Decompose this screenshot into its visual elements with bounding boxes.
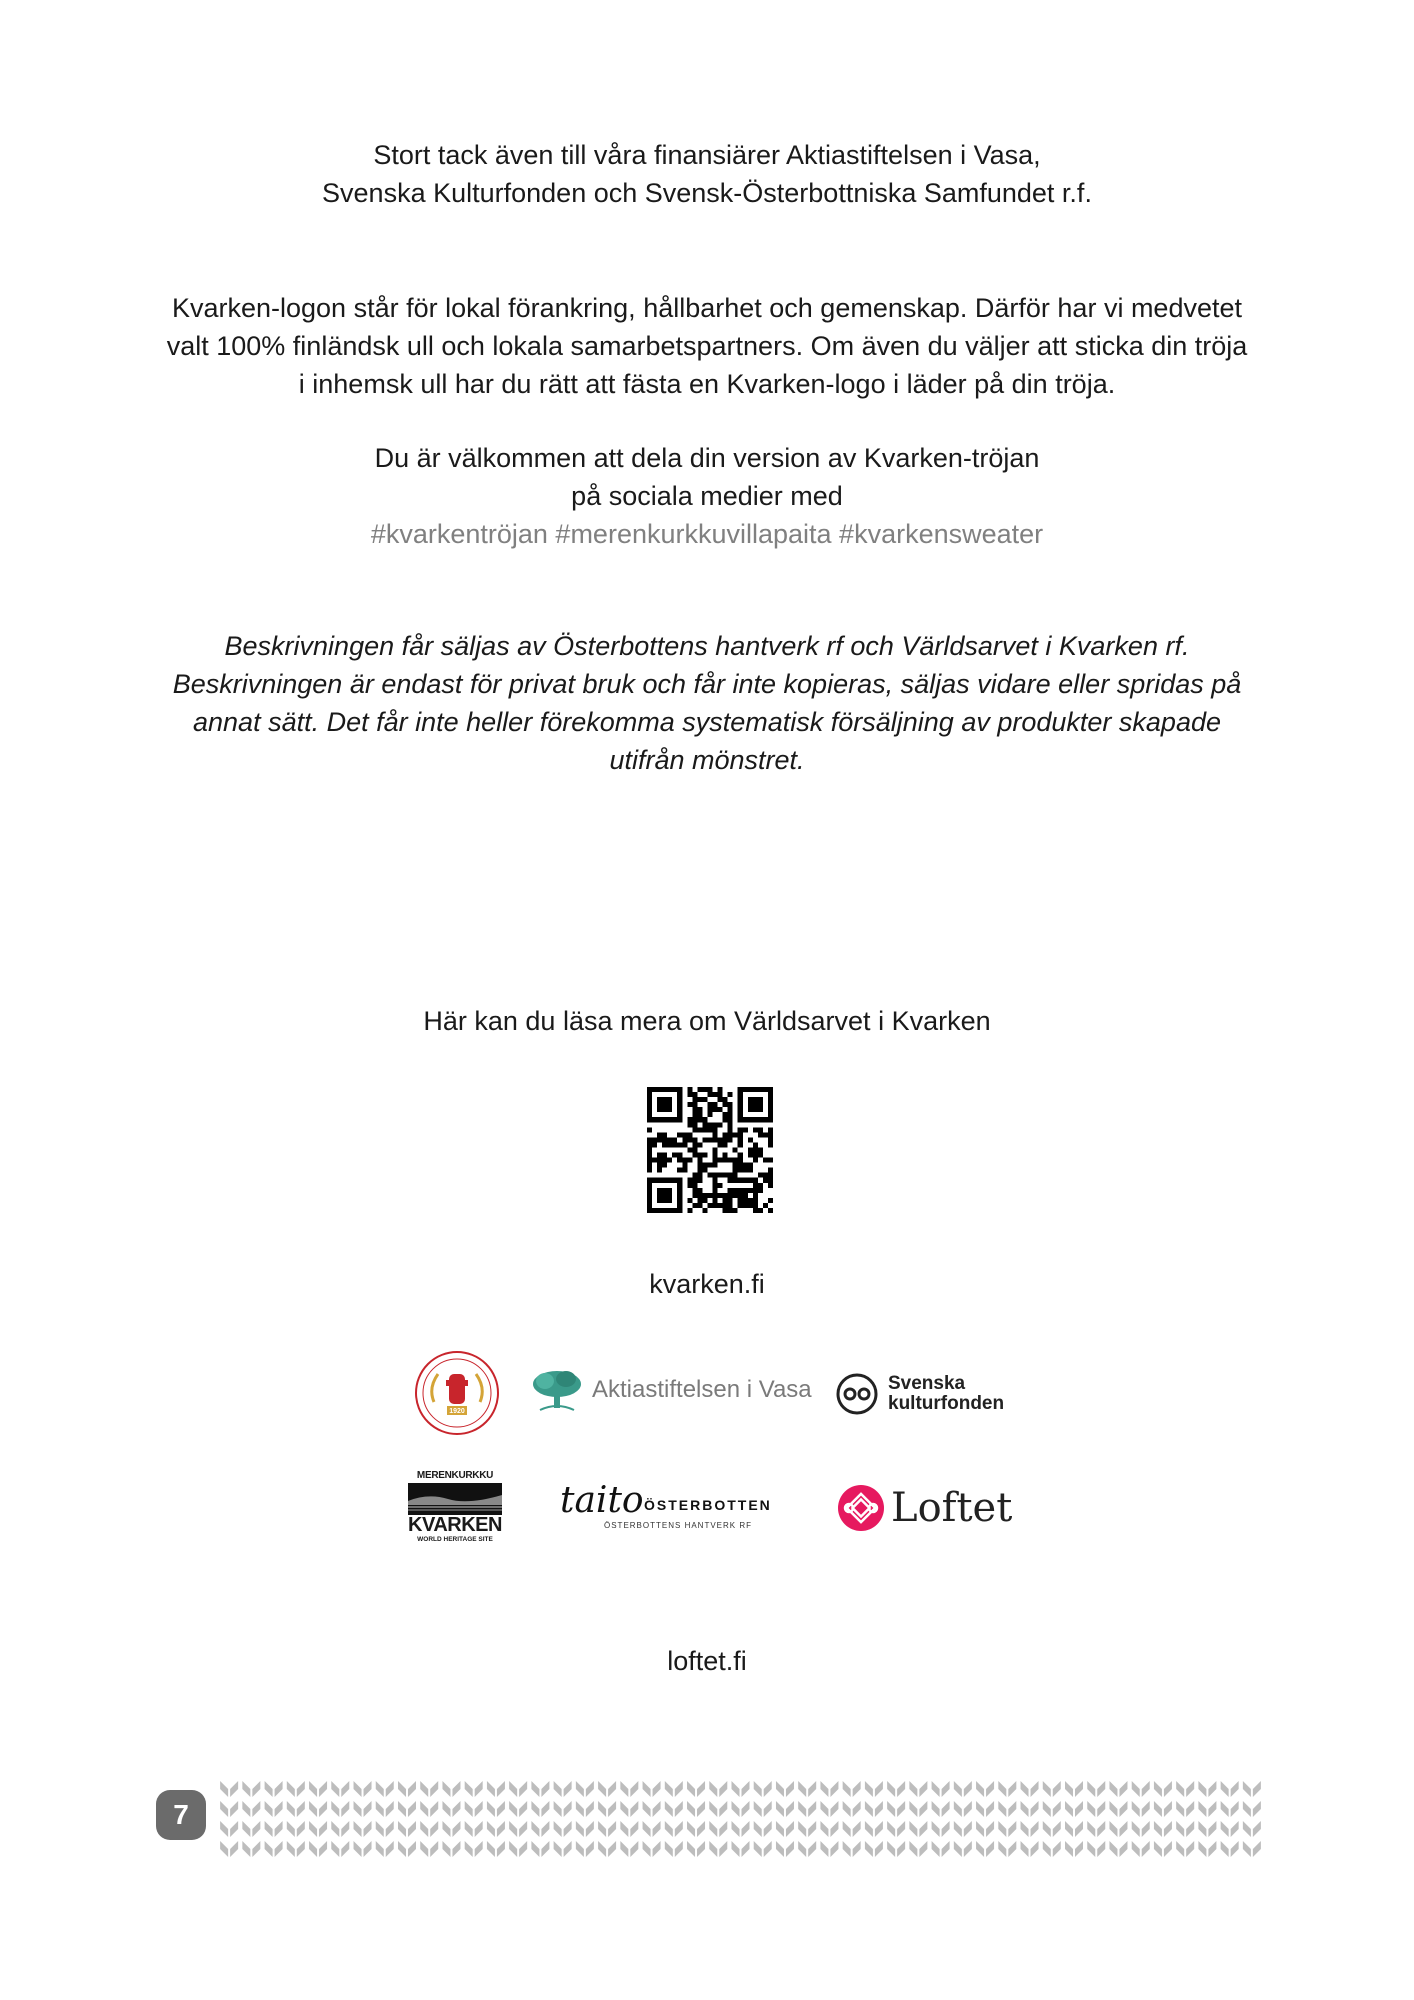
aktia-logo-text: Aktiastiftelsen i Vasa bbox=[592, 1376, 812, 1403]
logo-info-line-3: i inhemsk ull har du rätt att fästa en Kvarken-logo i läder på din tröja. bbox=[298, 369, 1116, 399]
taito-sub: ÖSTERBOTTENS HANTVERK RF bbox=[604, 1521, 753, 1530]
disclaimer-line-1: Beskrivningen får säljas av Österbottens hantverk rf och Världsarvet i Kvarken rf. bbox=[224, 631, 1190, 661]
share-paragraph bbox=[0, 439, 1414, 553]
thanks-paragraph bbox=[0, 136, 1414, 212]
hashtags: #kvarkentröjan #merenkurkkuvillapaita #kvarkensweater bbox=[370, 519, 1044, 549]
share-line-1: Du är välkommen att dela din version av Kvarken-tröjan bbox=[374, 443, 1040, 473]
thanks-line-2: Svenska Kulturfonden och Svensk-Österbottniska Samfundet r.f. bbox=[322, 178, 1092, 208]
page-number-badge: 7 bbox=[156, 1790, 206, 1840]
disclaimer-paragraph bbox=[0, 627, 1414, 779]
kulturfonden-text-2: kulturfonden bbox=[888, 1393, 1005, 1414]
aktia-tree-icon bbox=[530, 1368, 584, 1414]
samfundet-year: 1920 bbox=[449, 1408, 465, 1415]
read-more-line: Här kan du läsa mera om Världsarvet i Kvarken bbox=[423, 1006, 991, 1036]
kvarken-logo-sub: WORLD HERITAGE SITE bbox=[417, 1536, 493, 1543]
logo-info-line-2: valt 100% finländsk ull och lokala samarbetspartners. Om även du väljer att sticka din tröja bbox=[166, 331, 1248, 361]
loftet-url-text[interactable]: loftet.fi bbox=[667, 1646, 747, 1676]
logo-info-paragraph bbox=[0, 289, 1414, 403]
knit-pattern-border bbox=[218, 1779, 1263, 1859]
logo-info-line-1: Kvarken-logon står för lokal förankring, hållbarhet och gemenskap. Därför har vi medvetet bbox=[171, 293, 1243, 323]
disclaimer-line-3: annat sätt. Det får inte heller förekomma systematisk försäljning av produkter skapade bbox=[193, 707, 1221, 737]
read-more-text bbox=[0, 1002, 1414, 1040]
kvarken-url-text[interactable]: kvarken.fi bbox=[649, 1269, 765, 1299]
kvarken-landscape-icon bbox=[408, 1483, 502, 1515]
taito-script: taito bbox=[560, 1480, 644, 1521]
samfundet-logo bbox=[414, 1350, 500, 1436]
loftet-logo-text: Loftet bbox=[891, 1485, 1013, 1531]
kvarken-logo-top: MERENKURKKU bbox=[416, 1470, 494, 1481]
disclaimer-line-2: Beskrivningen är endast för privat bruk och får inte kopieras, säljas vidare eller spridas på bbox=[172, 669, 1242, 699]
thanks-line-1: Stort tack även till våra finansiärer Aktiastiftelsen i Vasa, bbox=[373, 140, 1041, 170]
kvarken-logo bbox=[408, 1470, 502, 1546]
kvarken-logo-main: KVARKEN bbox=[408, 1514, 502, 1536]
kulturfonden-icon bbox=[835, 1372, 879, 1416]
taito-main: ÖSTERBOTTEN bbox=[644, 1497, 772, 1513]
kulturfonden-text-1: Svenska bbox=[888, 1373, 966, 1394]
kvarken-url[interactable] bbox=[0, 1265, 1414, 1303]
disclaimer-line-4: utifrån mönstret. bbox=[609, 745, 805, 775]
share-line-2: på sociala medier med bbox=[571, 481, 843, 511]
qr-code[interactable] bbox=[647, 1087, 773, 1213]
loftet-url[interactable] bbox=[0, 1642, 1414, 1680]
loftet-knot-icon bbox=[837, 1484, 885, 1532]
